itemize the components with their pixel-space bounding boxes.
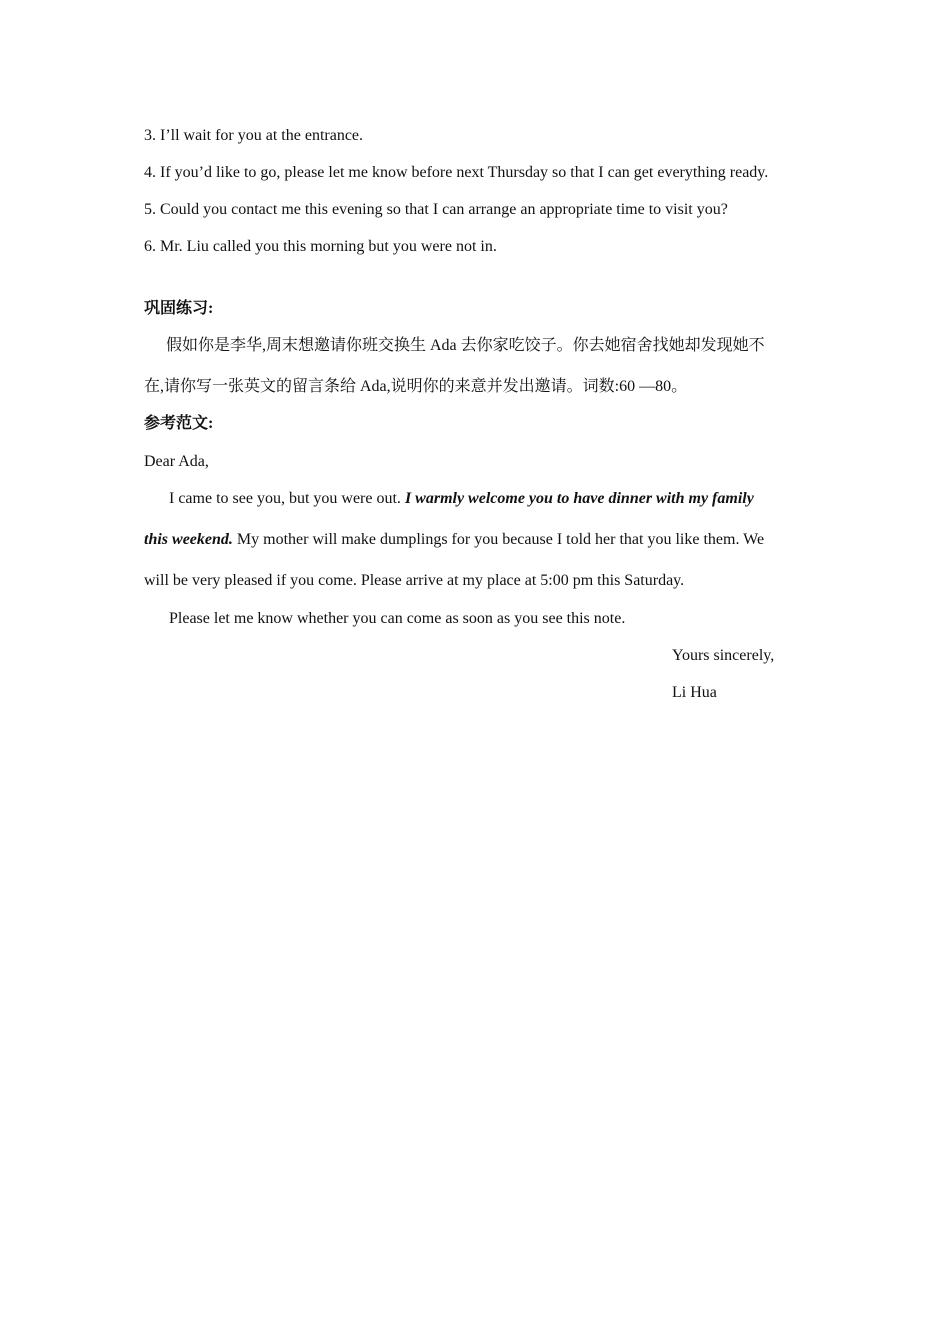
letter-paragraph-2: Please let me know whether you can come as soon as you see this note.: [169, 610, 626, 627]
letter-text: I came to see you, but you were out.: [169, 490, 405, 507]
practice-task-line-1: 假如你是李华,周末想邀请你班交换生 Ada 去你家吃饺子。你去她宿舍找她却发现她不: [166, 337, 765, 354]
letter-salutation: Dear Ada,: [144, 453, 209, 470]
practice-heading: 巩固练习:: [144, 300, 214, 317]
emphasized-sentence: I warmly welcome you to have dinner with my family: [404, 490, 754, 507]
letter-closing: Yours sincerely,: [672, 647, 775, 664]
letter-signature: Li Hua: [672, 684, 717, 701]
sentence-6: 6. Mr. Liu called you this morning but you were not in.: [144, 238, 497, 255]
sentence-4: 4. If you’d like to go, please let me know before next Thursday so that I can get everything ready.: [144, 164, 769, 181]
model-essay-heading: 参考范文:: [144, 415, 214, 432]
letter-paragraph-1-line-1: [169, 485, 754, 513]
practice-task-line-2: 在,请你写一张英文的留言条给 Ada,说明你的来意并发出邀请。词数:60 —80。: [144, 378, 688, 395]
emphasized-sentence-end: this weekend.: [144, 531, 233, 548]
letter-paragraph-1-line-3: will be very pleased if you come. Please arrive at my place at 5:00 pm this Saturday.: [144, 572, 685, 589]
letter-paragraph-1-line-2: [144, 526, 764, 554]
sentence-3: 3. I’ll wait for you at the entrance.: [144, 127, 364, 144]
letter-text: My mother will make dumplings for you because I told her that you like them. We: [232, 531, 765, 548]
sentence-5: 5. Could you contact me this evening so that I can arrange an appropriate time to visit you?: [144, 201, 728, 218]
